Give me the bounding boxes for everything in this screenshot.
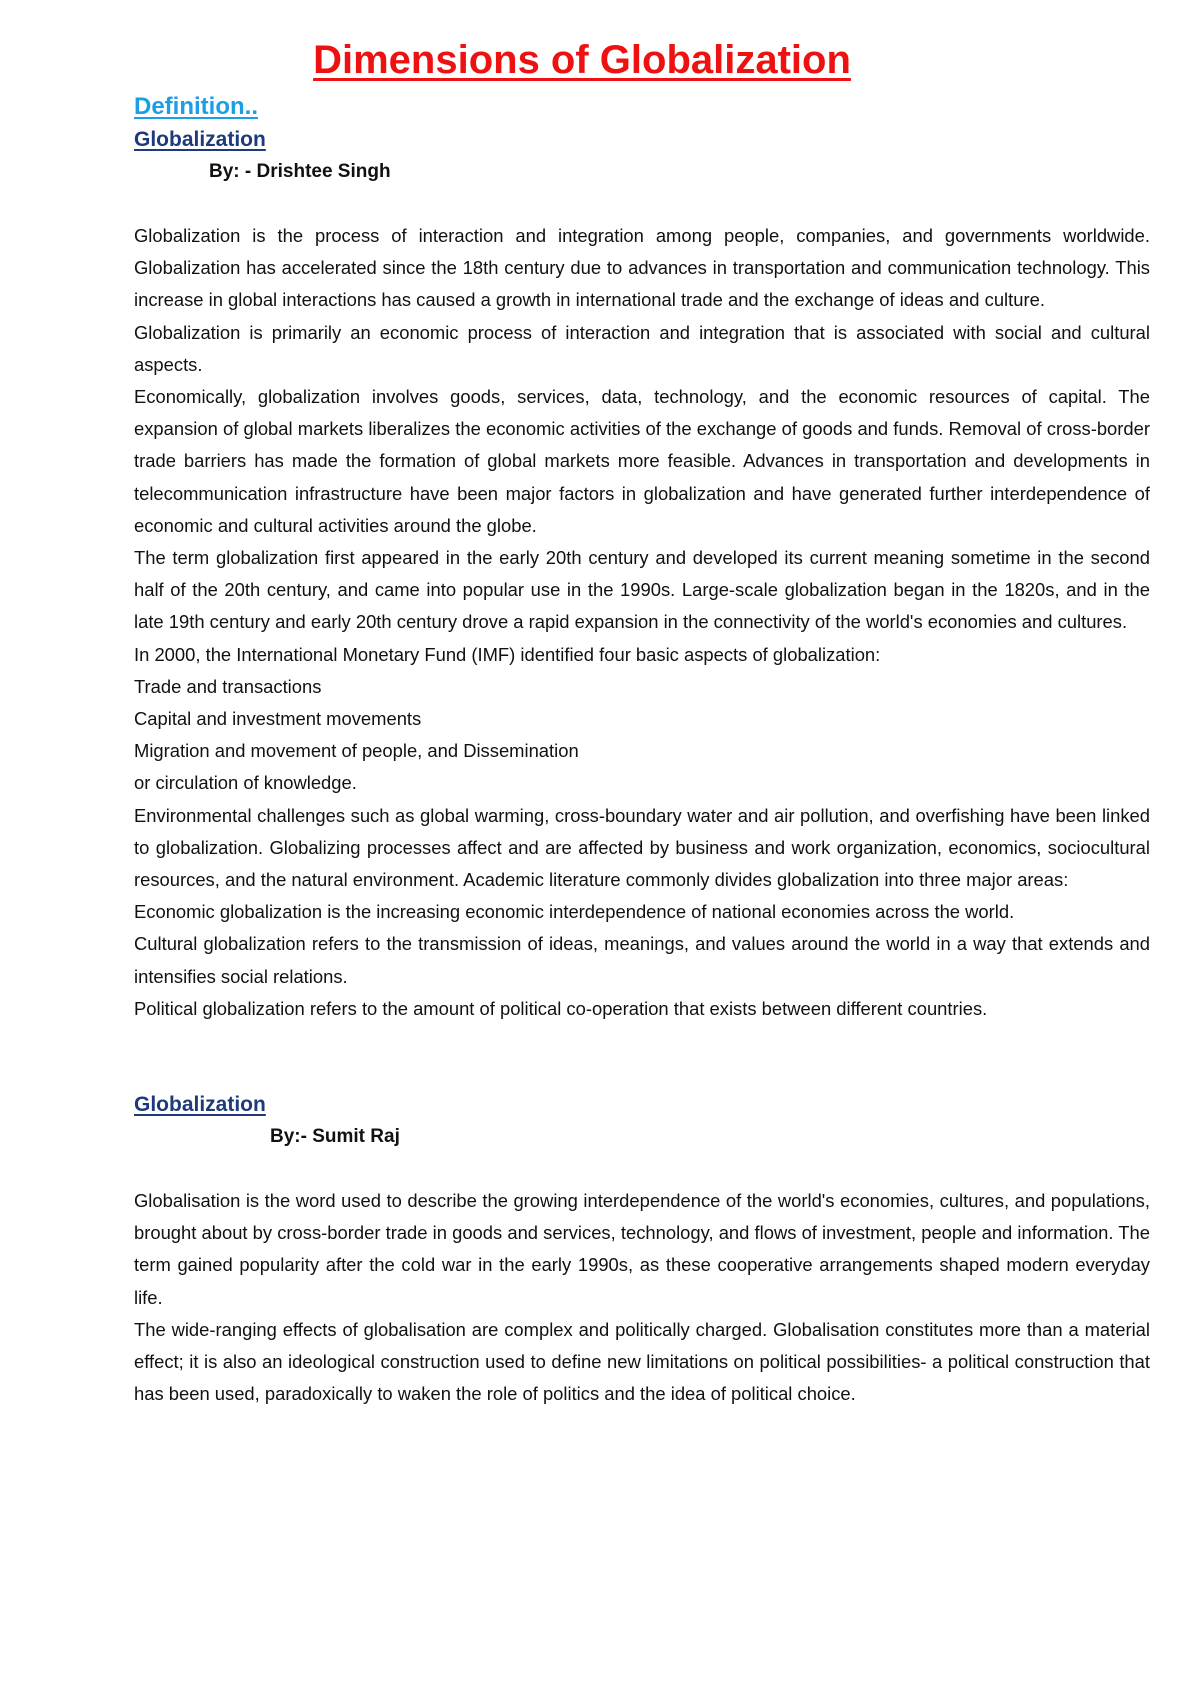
paragraph: Environmental challenges such as global warming, cross-boundary water and air pollution, and overfishing have been linked to globalization. Globalizing processes affect and are affected by business and work organization, economics, sociocultural resources, and the natural environment. Academic literature commonly divides globalization into three major areas: [134, 804, 1150, 891]
aspect-item: Migration and movement of people, and Dissemination [134, 740, 579, 762]
section-heading: Globalization [134, 128, 266, 151]
definition-label: Definition.. [134, 93, 258, 120]
author-byline: By: - Drishtee Singh [209, 161, 391, 182]
section-drishtee-singh [134, 124, 1150, 1025]
spacer [134, 1153, 1150, 1185]
spacer [134, 1025, 1150, 1089]
aspect-item: Capital and investment movements [134, 708, 422, 730]
paragraph: Globalization is the process of interaction and integration among people, companies, and governments worldwide. Globalization has accelerated since the 18th century due to advances in transportation and communication technology. This increase in global interactions has caused a growth in international trade and the exchange of ideas and culture. [134, 225, 1150, 311]
paragraph: Globalization is primarily an economic process of interaction and integration that is associated with social and cultural aspects. [134, 321, 1150, 375]
paragraph: In 2000, the International Monetary Fund (IMF) identified four basic aspects of globalization: [134, 643, 881, 665]
paragraph: Economic globalization is the increasing economic interdependence of national economies across the world. [134, 901, 1015, 923]
paragraph: The term globalization first appeared in the early 20th century and developed its current meaning sometime in the second half of the 20th century, and came into popular use in the 1990s. Large-scale globalization began in the 1820s, and in the late 19th century and early 20th century drove a rapid expansion in the connectivity of the world's economies and cultures. [134, 547, 1150, 633]
paragraph: Cultural globalization refers to the transmission of ideas, meanings, and values around the world in a way that extends and intensifies social relations. [134, 933, 1150, 987]
paragraph: Economically, globalization involves goods, services, data, technology, and the economic resources of capital. The expansion of global markets liberalizes the economic activities of the exchange of goods and funds. Removal of cross-border trade barriers has made the formation of global markets more feasible. Advances in transportation and developments in telecommunication infrastructure have been major factors in globalization and have generated further interdependence of economic and cultural activities around the globe. [134, 386, 1150, 536]
section-heading: Globalization [134, 1093, 266, 1117]
aspect-item: Trade and transactions [134, 675, 322, 697]
aspect-item: or circulation of knowledge. [134, 772, 357, 794]
author-byline: By:- Sumit Raj [270, 1126, 400, 1148]
section-sumit-raj [134, 1089, 1150, 1410]
paragraph: Globalisation is the word used to describe the growing interdependence of the world's economies, cultures, and populations, brought about by cross-border trade in goods and services, technology, and flows of investment, people and information. The term gained popularity after the cold war in the early 1990s, as these cooperative arrangements shaped modern everyday life. [134, 1190, 1150, 1308]
paragraph: The wide-ranging effects of globalisation are complex and politically charged. Globalisation constitutes more than a material effect; it is also an ideological construction used to define new limitations on political possibilities- a political construction that has been used, paradoxically to waken the role of politics and the idea of political choice. [134, 1318, 1150, 1405]
document-page [134, 30, 1150, 1411]
spacer [134, 188, 1150, 220]
paragraph: Political globalization refers to the amount of political co-operation that exists between different countries. [134, 997, 988, 1019]
document-title: Dimensions of Globalization [313, 38, 851, 82]
